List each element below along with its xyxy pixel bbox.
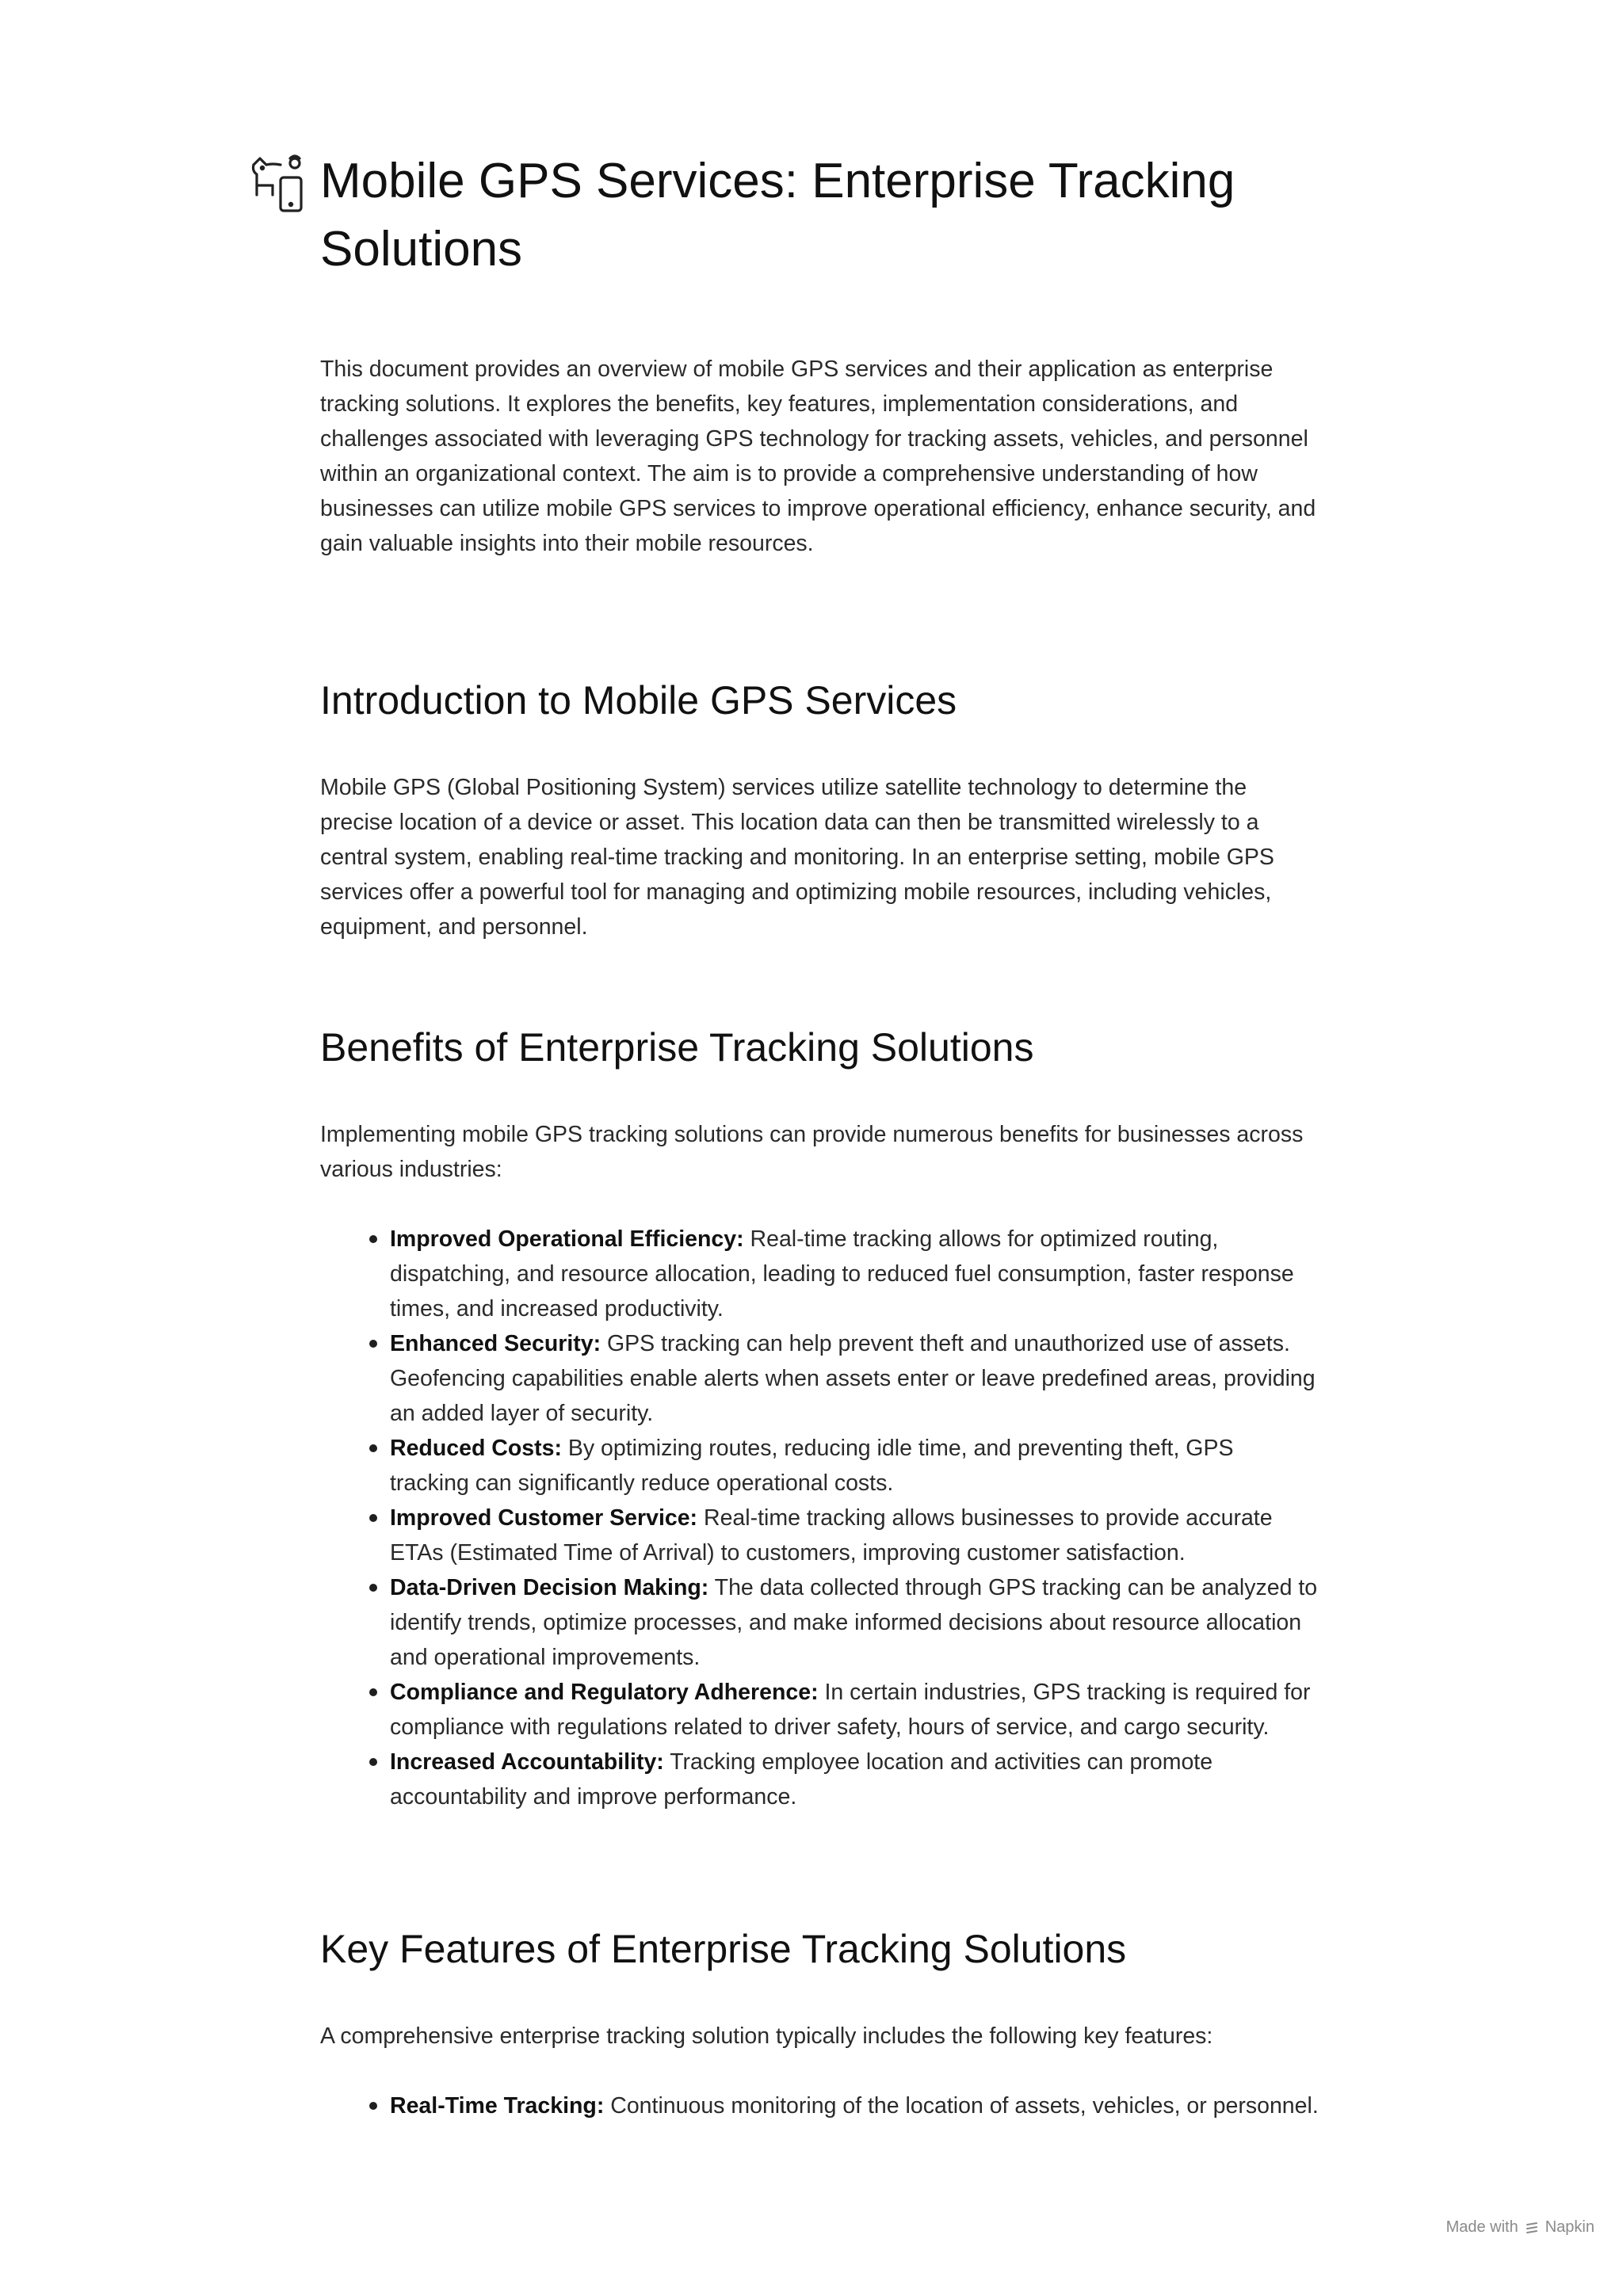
list-item-text: The data collected through GPS tracking can be analyzed to identify trends, optimize processes, and make informed decisions about resource allocation and operational improvements. xyxy=(390,1575,1318,1670)
list-item-text: Real-time tracking allows businesses to provide accurate ETAs (Estimated Time of Arrival) to customers, improving customer satisfaction. xyxy=(390,1505,1273,1566)
section-heading-benefits: Benefits of Enterprise Tracking Solutions xyxy=(320,1025,1034,1070)
made-with-footer xyxy=(1446,2218,1594,2237)
made-with-label: Made with xyxy=(1445,2218,1518,2236)
list-item xyxy=(320,1570,1319,1675)
list-item-text: Tracking employee location and activities can promote accountability and improve performance. xyxy=(390,1749,1213,1810)
list-item-term: Data-Driven Decision Making: xyxy=(390,1575,709,1600)
list-item-term: Reduced Costs: xyxy=(390,1436,562,1461)
list-item-term: Improved Operational Efficiency: xyxy=(390,1226,744,1252)
list-item xyxy=(320,1326,1319,1431)
features-list xyxy=(320,2088,1319,2123)
section-paragraph-benefits: Implementing mobile GPS tracking solutions can provide numerous benefits for businesses across various industries: xyxy=(320,1122,1304,1182)
list-item xyxy=(320,1222,1319,1326)
intro-paragraph: This document provides an overview of mobile GPS services and their application as enterprise tracking solutions. It explores the benefits, key features, implementation considerations, and challenges associated with leveraging GPS technology for tracking assets, vehicles, and personnel within an organizational context. The aim is to provide a comprehensive understanding of how businesses can utilize mobile GPS services to improve operational efficiency, enhance security, and gain valuable insights into their mobile resources. xyxy=(320,357,1316,556)
list-item-text: Continuous monitoring of the location of assets, vehicles, or personnel. xyxy=(604,2093,1319,2119)
list-item-term: Improved Customer Service: xyxy=(390,1505,698,1531)
napkin-brand-label: Napkin xyxy=(1545,2218,1594,2236)
page-title: Mobile GPS Services: Enterprise Tracking Solutions xyxy=(320,154,1235,277)
list-item-text: In certain industries, GPS tracking is required for compliance with regulations related to driver safety, hours of service, and cargo security. xyxy=(390,1680,1311,1740)
list-item xyxy=(320,1431,1319,1501)
list-item-text: By optimizing routes, reducing idle time, and preventing theft, GPS tracking can significantly reduce operational costs. xyxy=(390,1436,1234,1496)
list-item xyxy=(320,2088,1319,2123)
list-item xyxy=(320,1745,1319,1814)
section-heading-introduction: Introduction to Mobile GPS Services xyxy=(320,678,957,723)
list-item-term: Compliance and Regulatory Adherence: xyxy=(390,1680,819,1705)
section-paragraph-introduction: Mobile GPS (Global Positioning System) services utilize satellite technology to determine the precise location of a device or asset. This location data can then be transmitted wirelessly to a central system, enabling real-time tracking and monitoring. In an enterprise setting, mobile GPS services offer a powerful tool for managing and optimizing mobile resources, including vehicles, equipment, and personnel. xyxy=(320,775,1274,940)
list-item xyxy=(320,1501,1319,1570)
list-item-term: Increased Accountability: xyxy=(390,1749,664,1775)
list-item-term: Enhanced Security: xyxy=(390,1331,601,1356)
list-item-text: GPS tracking can help prevent theft and unauthorized use of assets. Geofencing capabilities enable alerts when assets enter or leave predefined areas, providing an added layer of security. xyxy=(390,1331,1316,1426)
napkin-logo-icon xyxy=(1525,2221,1539,2235)
dog-and-phone-icon xyxy=(249,154,309,214)
list-item xyxy=(320,1675,1319,1745)
list-item-term: Real-Time Tracking: xyxy=(390,2093,605,2119)
section-paragraph-key-features: A comprehensive enterprise tracking solution typically includes the following key features: xyxy=(320,2023,1213,2049)
section-heading-key-features: Key Features of Enterprise Tracking Solutions xyxy=(320,1927,1127,1971)
benefits-list xyxy=(320,1222,1319,1814)
list-item-text: Real-time tracking allows for optimized routing, dispatching, and resource allocation, leading to reduced fuel consumption, faster response times, and increased productivity. xyxy=(390,1226,1294,1322)
